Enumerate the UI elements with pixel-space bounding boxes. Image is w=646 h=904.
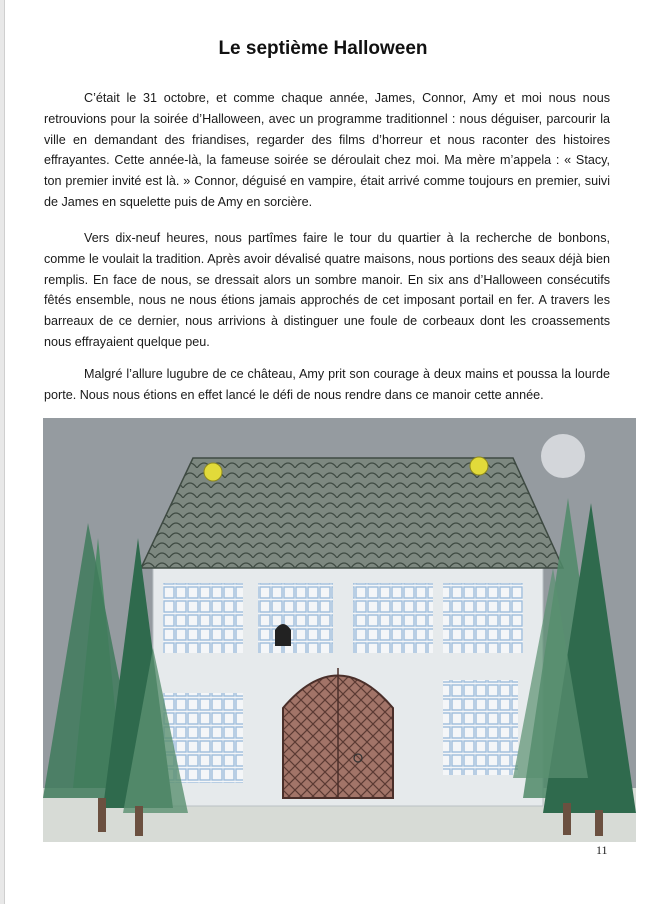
window (443, 583, 523, 653)
moon (541, 434, 585, 478)
roof-dome-right (470, 457, 488, 475)
haunted-manor-drawing (43, 418, 636, 842)
window (353, 583, 433, 653)
paragraph-1: C’était le 31 octobre, et comme chaque année, James, Connor, Amy et moi nous nous retrouvions pour la soirée d’Halloween, avec un programme traditionnel : nous déguiser, parcourir la ville en demandant des friandises, regarder des films d’horreur et nous raconter des histoires effrayantes. Cette année-là, la fameuse soirée se déroulait chez moi. Ma mère m’appela : « Stacy, ton premier invité est là. » Connor, déguisé en vampire, était arrivé comme toujours en premier, suivi de James en squelette puis de Amy en sorcière. (44, 91, 610, 209)
page-number: 11 (596, 843, 608, 857)
page-title: Le septième Halloween (218, 38, 428, 59)
roof-dome-left (204, 463, 222, 481)
window (163, 583, 243, 653)
dark-archway (275, 624, 291, 646)
paragraph-3: Malgré l’allure lugubre de ce château, Amy prit son courage à deux mains et poussa la lourde porte. Nous nous étions en effet lancé le défi de nous rendre dans ce manoir cette année. (44, 367, 610, 402)
window (443, 680, 518, 775)
window (258, 583, 333, 653)
paragraph-2: Vers dix-neuf heures, nous partîmes faire le tour du quartier à la recherche de bonbons, comme le voulait la tradition. Après avoir dévalisé quatre maisons, nous portions des seaux déjà bien remplis. En face de nous, se dressait alors un sombre manoir. En six ans d’Halloween consécutifs fêtés ensemble, nous ne nous étions jamais approchés de cet imposant portail en fer. A travers les barreaux de ce dernier, nous arrivions à distinguer une foule de corbeaux dont les croassements nous effrayaient quelque peu. (44, 231, 610, 349)
